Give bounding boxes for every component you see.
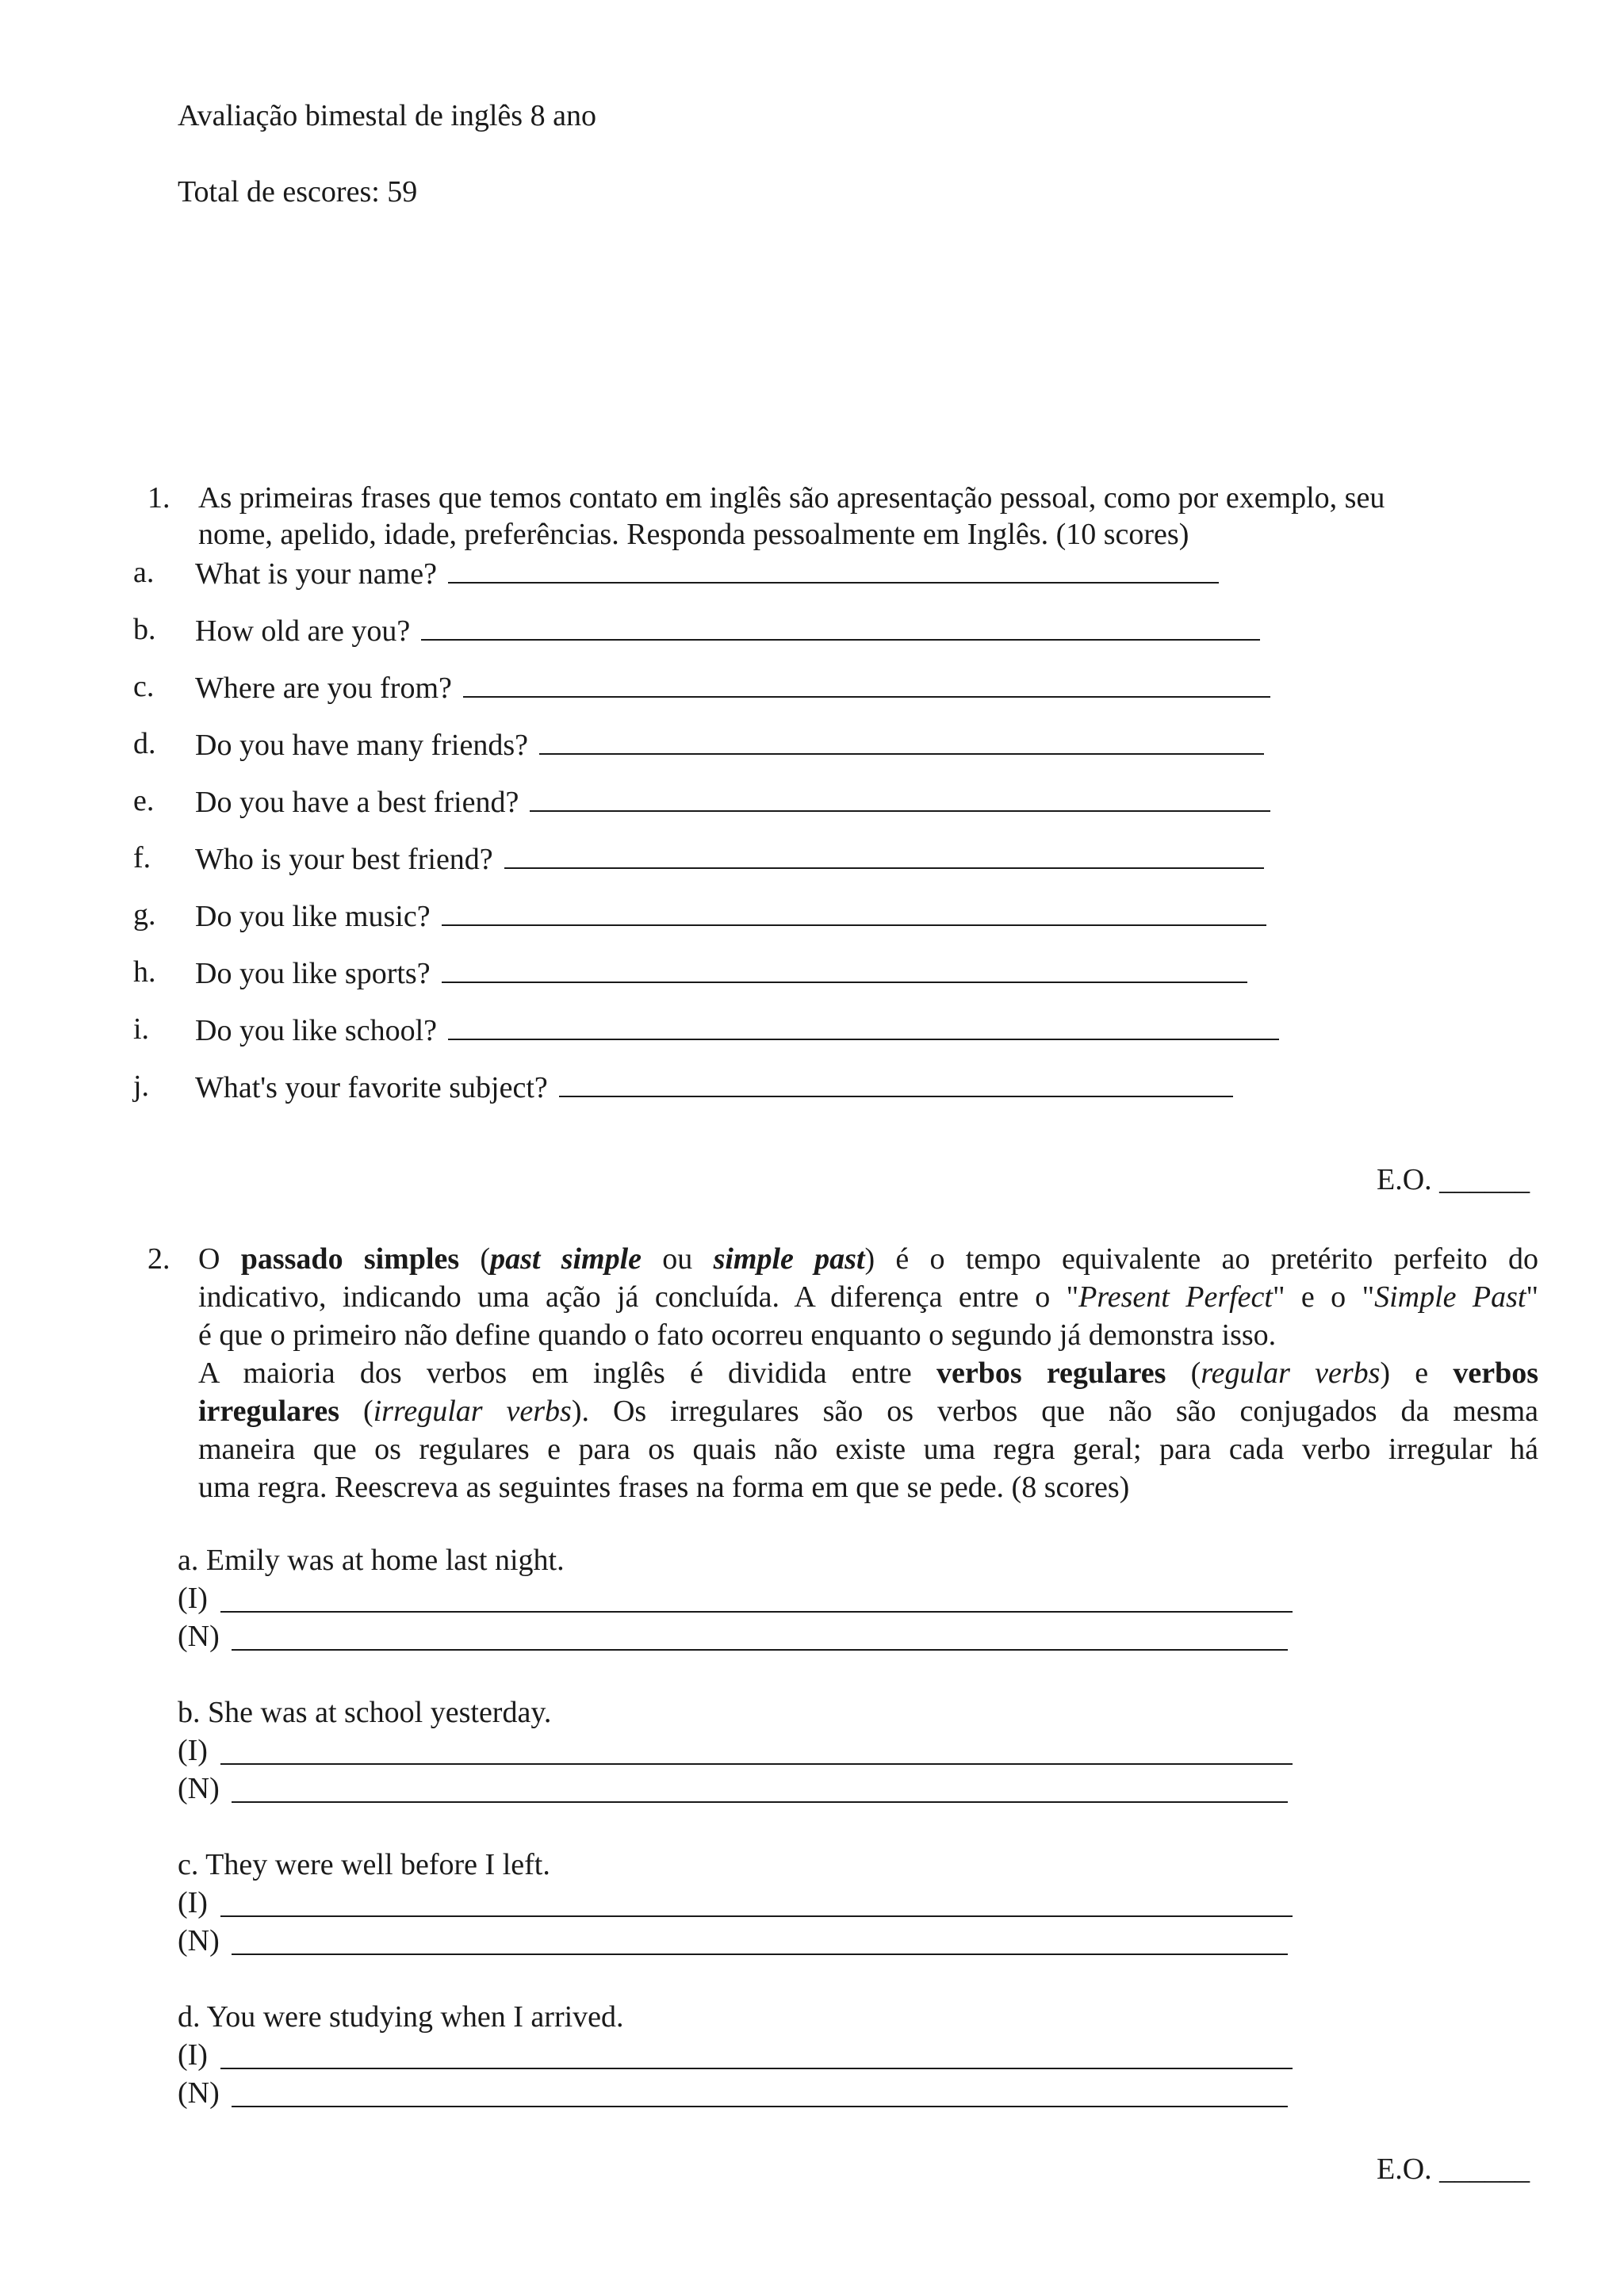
- text-line: é que o primeiro não define quando o fato ocorreu enquanto o segundo já demonstra isso.: [198, 1318, 1277, 1352]
- eo-score-field[interactable]: E.O. ______: [1377, 2152, 1530, 2186]
- text-run: (: [459, 1242, 491, 1276]
- answer-blank[interactable]: [463, 669, 1270, 698]
- bold-term: verbos: [1453, 1357, 1539, 1390]
- bold-term: verbos regulares: [936, 1357, 1166, 1390]
- bold-term: passado simples: [240, 1242, 460, 1276]
- question-paragraph-2: [198, 1356, 1538, 1508]
- interrogative-answer-line[interactable]: [220, 1914, 1293, 1917]
- document-title: Avaliação bimestal de inglês 8 ano: [178, 99, 596, 132]
- question-number: 2.: [147, 1242, 170, 1276]
- text-run: (: [339, 1395, 373, 1428]
- question-instruction-line-1: As primeiras frases que temos contato em inglês são apresentação pessoal, como por exemplo, seu: [198, 481, 1385, 515]
- bold-term: irregulares: [198, 1395, 339, 1428]
- interrogative-answer-line[interactable]: [220, 1609, 1293, 1613]
- item-text: What is your name?: [195, 557, 437, 591]
- question-paragraph-1: [198, 1242, 1538, 1356]
- item-letter: b.: [133, 613, 156, 646]
- italic-term: irregular verbs: [373, 1395, 572, 1428]
- sentence-prompt: d. You were studying when I arrived.: [178, 2000, 624, 2034]
- item-letter: h.: [133, 955, 156, 989]
- negative-label: (N): [178, 1772, 220, 1805]
- negative-answer-line[interactable]: [232, 1647, 1288, 1651]
- interrogative-answer-line[interactable]: [220, 2066, 1293, 2069]
- item-text: Do you have a best friend?: [195, 786, 519, 819]
- item-letter: d.: [133, 727, 156, 760]
- negative-answer-line[interactable]: [232, 1800, 1288, 1803]
- item-text: Where are you from?: [195, 672, 452, 705]
- text-run: ). Os irregulares são os verbos que não são conjugados da mesma: [571, 1395, 1539, 1428]
- item-text: Do you have many friends?: [195, 729, 528, 762]
- answer-blank[interactable]: [559, 1069, 1233, 1097]
- answer-blank[interactable]: [442, 955, 1247, 983]
- answer-blank[interactable]: [504, 840, 1264, 869]
- answer-blank[interactable]: [448, 1012, 1279, 1040]
- negative-answer-line[interactable]: [232, 2104, 1288, 2107]
- question-number: 1.: [147, 481, 170, 515]
- italic-term: regular verbs: [1201, 1357, 1381, 1390]
- text-run: " e o ": [1272, 1280, 1375, 1314]
- item-text: Who is your best friend?: [195, 843, 493, 876]
- question-instruction-line-2: nome, apelido, idade, preferências. Responda pessoalmente em Inglês. (10 scores): [198, 518, 1189, 551]
- answer-blank[interactable]: [539, 726, 1264, 755]
- negative-label: (N): [178, 1620, 220, 1653]
- interrogative-label: (I): [178, 1734, 208, 1767]
- text-run: ) e: [1380, 1357, 1454, 1390]
- interrogative-answer-line[interactable]: [220, 1762, 1293, 1765]
- item-letter: e.: [133, 784, 155, 817]
- total-score: Total de escores: 59: [178, 175, 418, 209]
- interrogative-label: (I): [178, 1582, 208, 1615]
- interrogative-label: (I): [178, 1886, 208, 1919]
- item-text: Do you like sports?: [195, 957, 431, 990]
- negative-label: (N): [178, 2076, 220, 2110]
- italic-term: Simple Past: [1374, 1280, 1526, 1314]
- text-run: A maioria dos verbos em inglês é dividida entre: [198, 1357, 936, 1390]
- item-letter: f.: [133, 841, 151, 874]
- sentence-prompt: c. They were well before I left.: [178, 1848, 550, 1881]
- negative-label: (N): [178, 1924, 220, 1957]
- item-letter: g.: [133, 898, 156, 932]
- bold-italic-term: simple past: [713, 1242, 865, 1276]
- text-line: maneira que os regulares e para os quais não existe uma regra geral; para cada verbo irregular há: [198, 1433, 1538, 1466]
- answer-blank[interactable]: [448, 555, 1219, 584]
- answer-blank[interactable]: [442, 897, 1266, 926]
- bold-italic-term: past simple: [490, 1242, 642, 1276]
- text-run: (: [1166, 1357, 1201, 1390]
- item-letter: a.: [133, 556, 155, 589]
- text-run: ) é o tempo equivalente ao pretérito perfeito do: [864, 1242, 1538, 1276]
- item-text: Do you like school?: [195, 1014, 438, 1047]
- interrogative-label: (I): [178, 2038, 208, 2072]
- sentence-prompt: a. Emily was at home last night.: [178, 1544, 565, 1577]
- text-run: ": [1526, 1280, 1539, 1314]
- eo-score-field[interactable]: E.O. ______: [1377, 1163, 1530, 1196]
- sentence-prompt: b. She was at school yesterday.: [178, 1696, 552, 1729]
- text-run: O: [198, 1242, 241, 1276]
- item-text: What's your favorite subject?: [195, 1071, 548, 1104]
- answer-blank[interactable]: [530, 783, 1270, 812]
- negative-answer-line[interactable]: [232, 1952, 1288, 1955]
- item-text: Do you like music?: [195, 900, 431, 933]
- italic-term: Present Perfect: [1078, 1280, 1273, 1314]
- text-run: ou: [642, 1242, 714, 1276]
- text-line: uma regra. Reescreva as seguintes frases na forma em que se pede. (8 scores): [198, 1471, 1130, 1504]
- answer-blank[interactable]: [421, 612, 1260, 641]
- item-letter: i.: [133, 1012, 150, 1046]
- item-letter: j.: [133, 1070, 150, 1103]
- item-text: How old are you?: [195, 614, 411, 648]
- text-run: indicativo, indicando uma ação já concluída. A diferença entre o ": [198, 1280, 1079, 1314]
- item-letter: c.: [133, 670, 155, 703]
